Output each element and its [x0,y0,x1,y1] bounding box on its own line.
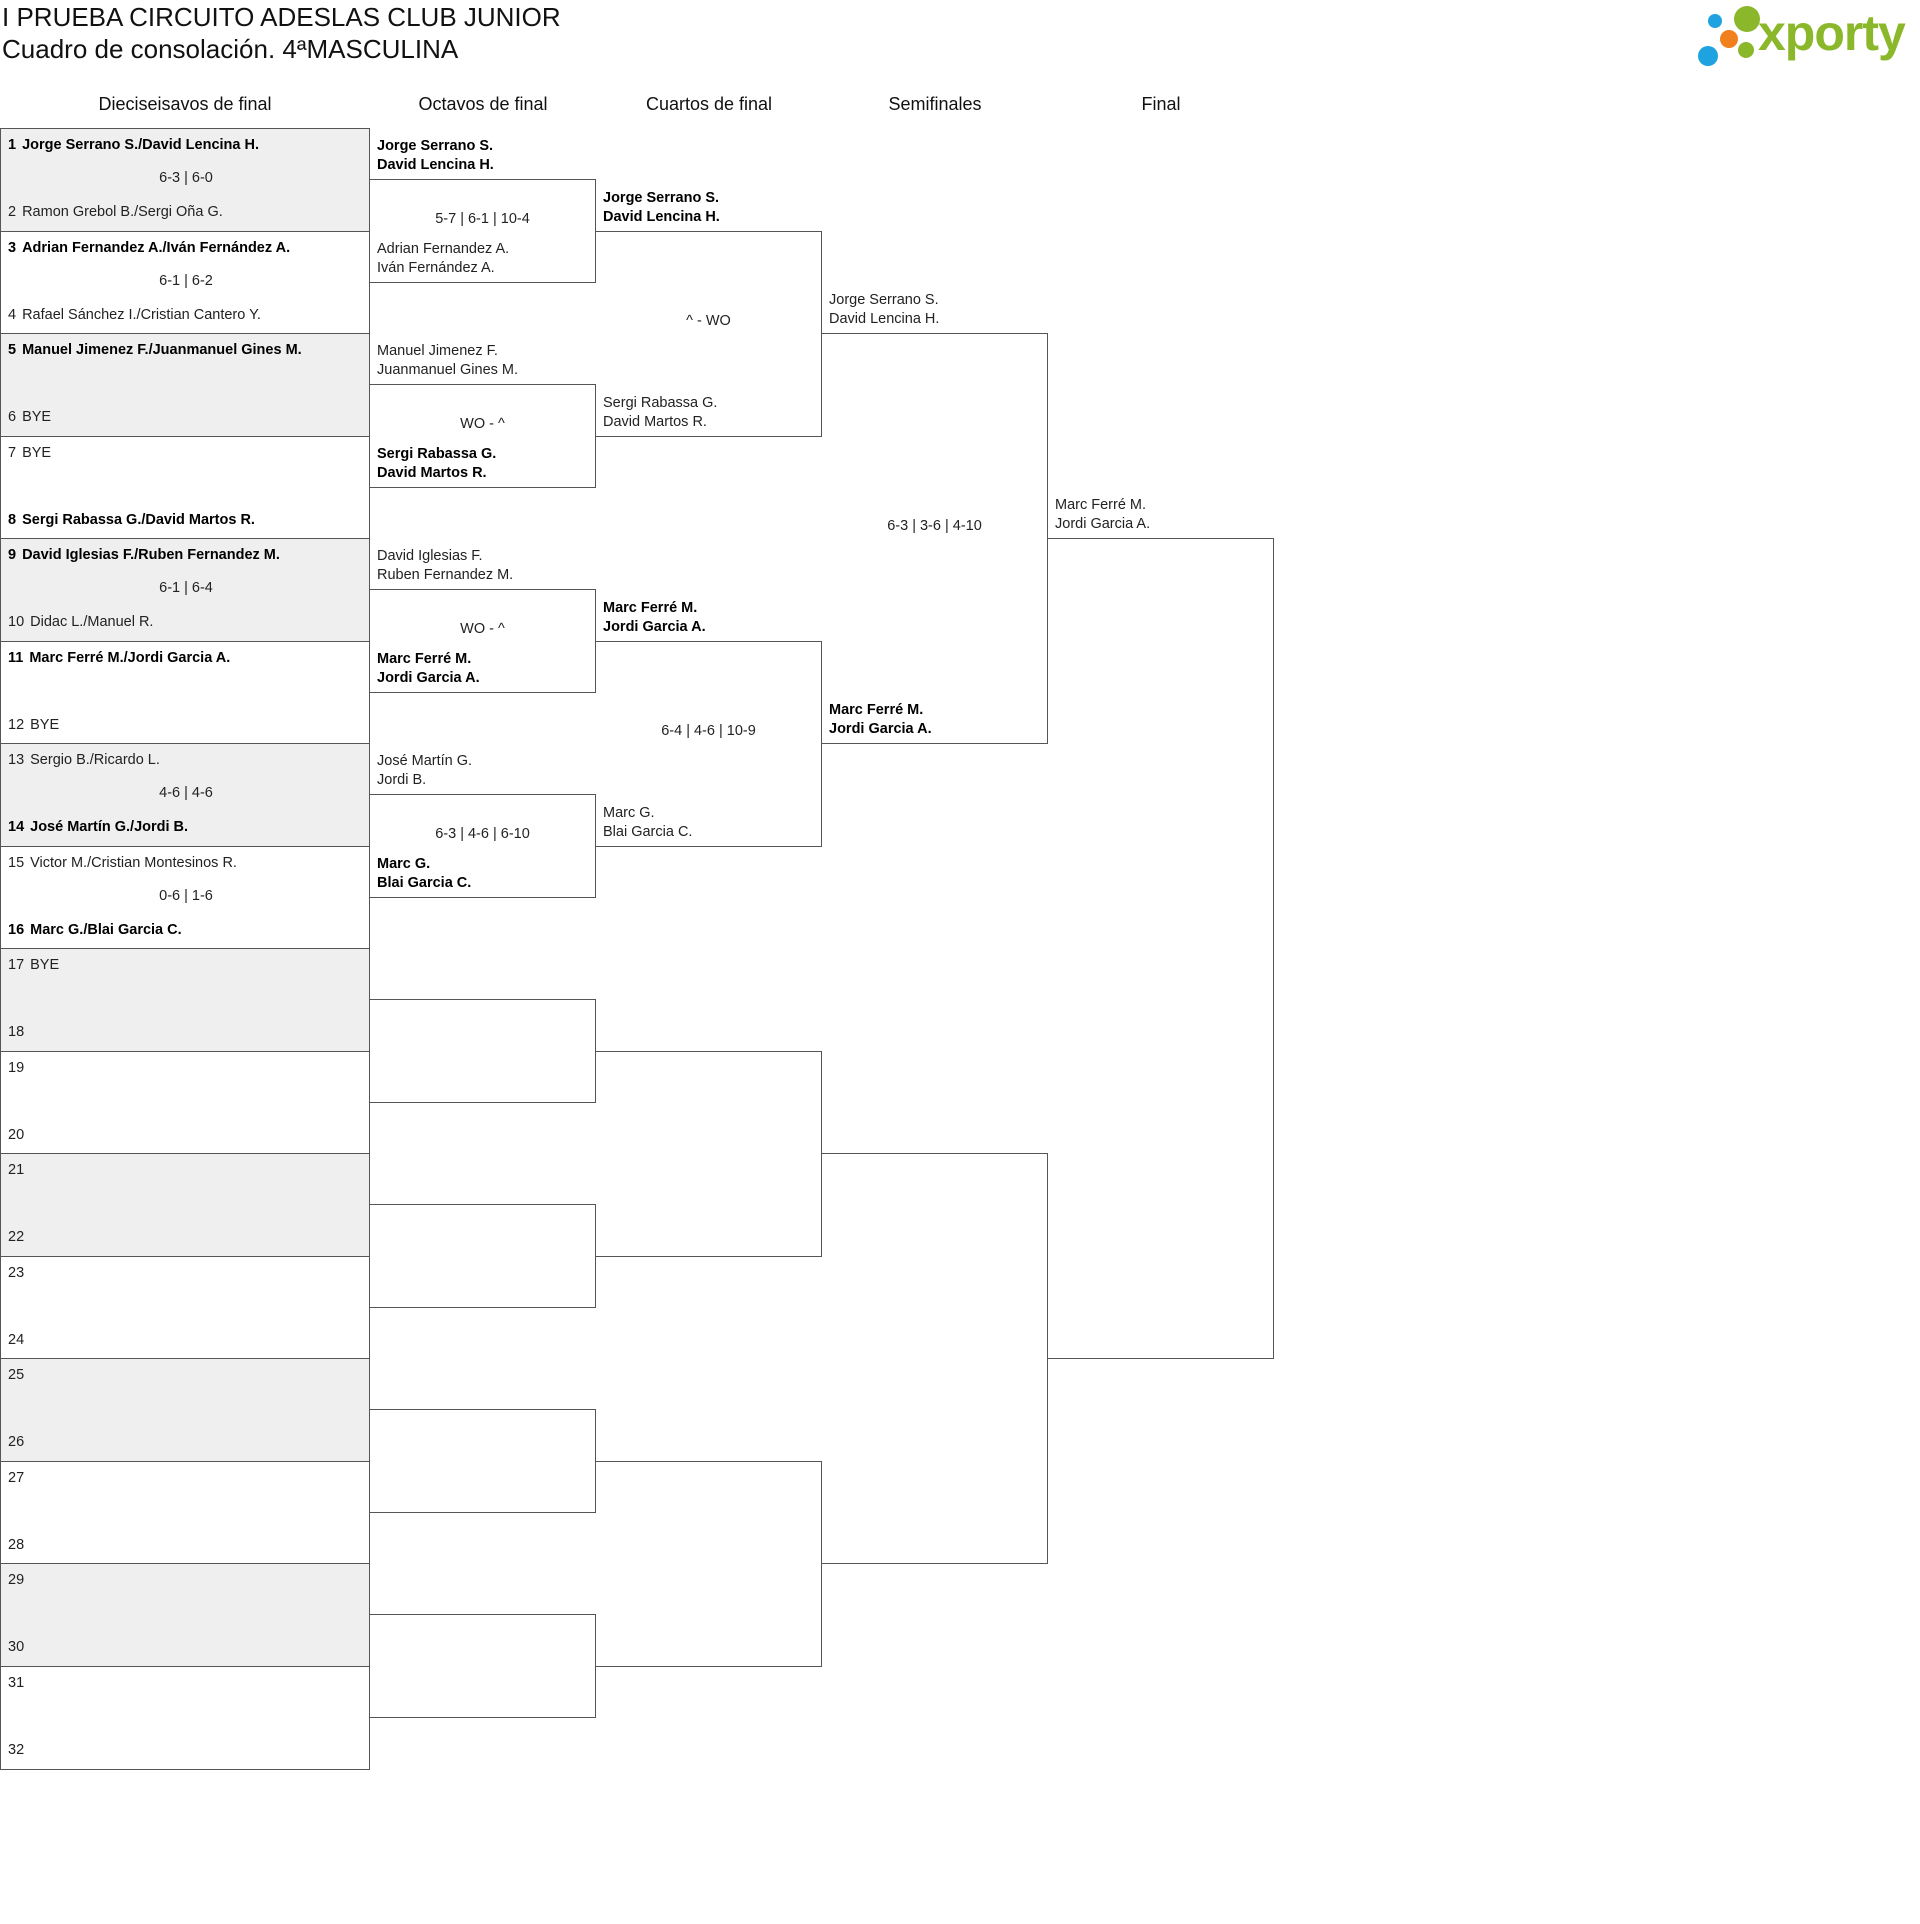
seed-number: 5 [8,342,17,358]
seed-number: 6 [8,409,17,425]
entrant-line: Blai Garcia C. [603,824,693,840]
entrant-line: Jordi Garcia A. [377,670,480,686]
seed-number: 31 [8,1675,25,1691]
entrant-line: Iván Fernández A. [377,260,495,276]
player-name: Jorge Serrano S./David Lencina H. [22,137,259,153]
seed-number: 24 [8,1332,25,1348]
match-score: 4-6 | 4-6 [159,785,213,801]
logo-dot-green-small-icon [1738,42,1754,58]
seed-number: 9 [8,547,17,563]
entrant-line: Jorge Serrano S. [603,190,720,206]
entrant-line: José Martín G. [377,753,473,769]
r1-player-bottom [8,717,59,733]
entrant-line: Marc G. [377,856,431,872]
player-name: Marc G./Blai Garcia C. [30,922,182,938]
seed-number: 1 [8,137,17,153]
seed-number: 29 [8,1572,25,1588]
entrant-line: David Lencina H. [603,209,720,225]
seed-number: 3 [8,240,17,256]
entrant-line: Marc Ferré M. [377,651,472,667]
logo-wordmark: xporty [1758,5,1905,61]
r1-match[interactable] [0,1563,370,1667]
player-name: BYE [30,957,60,973]
entrant-line: David Iglesias F. [377,548,483,564]
bracket-connector [822,333,1048,744]
entrant-bottom [377,650,480,688]
r1-player-bottom [8,1229,30,1245]
seed-number: 17 [8,957,25,973]
match-score: ^ - WO [686,313,731,329]
r1-player-top [8,1470,30,1486]
entrant-line: Blai Garcia C. [377,875,472,891]
entrant-line: Marc Ferré M. [1055,497,1147,513]
r1-player-bottom [8,1127,30,1143]
seed-number: 27 [8,1470,25,1486]
entrant-line: Juanmanuel Gines M. [377,362,519,378]
player-name: Ramon Grebol B./Sergi Oña G. [22,204,223,220]
page-title: I PRUEBA CIRCUITO ADESLAS CLUB JUNIOR [2,2,561,32]
r1-match[interactable] [0,1256,370,1360]
r1-player-bottom [8,614,153,630]
entrant-line: Manuel Jimenez F. [377,343,498,359]
match-score: 6-3 | 3-6 | 4-10 [887,518,982,534]
seed-number: 8 [8,512,17,528]
entrant-line: Jorge Serrano S. [829,292,939,308]
seed-number: 2 [8,204,17,220]
entrant-bottom [603,804,692,842]
entrant-bottom [603,394,717,432]
r1-player-bottom [8,1537,30,1553]
player-name: Sergio B./Ricardo L. [30,752,160,768]
entrant-top [603,189,720,227]
r1-player-bottom [8,307,261,323]
seed-number: 28 [8,1537,25,1553]
entrant-line: David Lencina H. [829,311,940,327]
match-score: 6-1 | 6-4 [159,580,213,596]
entrant-bottom [377,240,509,278]
r1-player-bottom [8,1639,30,1655]
r1-player-top [8,547,280,563]
r1-player-bottom [8,512,255,528]
entrant-top [377,137,494,175]
seed-number: 15 [8,855,25,871]
player-name: Sergi Rabassa G./David Martos R. [22,512,255,528]
r1-player-bottom [8,922,182,938]
logo-dot-blue-large-icon [1698,46,1718,66]
entrant-line: Adrian Fernandez A. [377,241,510,257]
r1-match[interactable] [0,641,370,745]
seed-number: 7 [8,445,17,461]
entrant-line: Marc Ferré M. [829,702,924,718]
entrant-line: Jorge Serrano S. [377,138,494,154]
r1-player-top [8,855,237,871]
r1-match[interactable] [0,231,370,335]
entrant-line: Ruben Fernandez M. [377,567,514,583]
logo-dot-blue-icon [1708,14,1722,28]
bracket-connector [370,999,596,1103]
r1-player-top [8,240,290,256]
player-name: Adrian Fernandez A./Iván Fernández A. [22,240,291,256]
match-score: 5-7 | 6-1 | 10-4 [435,211,530,227]
seed-number: 4 [8,307,17,323]
r1-player-bottom [8,819,188,835]
r1-match[interactable] [0,1358,370,1462]
r1-player-bottom [8,204,223,220]
page-header [0,0,1920,80]
player-name: BYE [22,445,52,461]
r1-match[interactable] [0,743,370,847]
entrant-bottom [829,701,932,739]
player-name: Marc Ferré M./Jordi Garcia A. [29,650,231,666]
entrant-top [603,599,706,637]
entrant-line: Marc Ferré M. [603,600,698,616]
seed-number: 25 [8,1367,25,1383]
entrant-bottom [377,445,496,483]
seed-number: 18 [8,1024,25,1040]
seed-number: 30 [8,1639,25,1655]
bracket-connector [370,1409,596,1513]
entrant-top [829,291,939,329]
r1-match[interactable] [0,436,370,540]
r1-match[interactable] [0,333,370,437]
match-score: 6-3 | 6-0 [159,170,213,186]
entrant-top [1055,496,1150,534]
entrant-line: Jordi Garcia A. [603,619,706,635]
r1-player-top [8,1060,30,1076]
match-score: WO - ^ [460,416,505,432]
r1-match[interactable] [0,538,370,642]
r1-player-bottom [8,1434,30,1450]
r1-match[interactable] [0,1461,370,1565]
bracket-connector [370,1204,596,1308]
seed-number: 32 [8,1742,25,1758]
entrant-line: Sergi Rabassa G. [377,446,497,462]
r1-match[interactable] [0,128,370,232]
r1-player-top [8,1367,30,1383]
seed-number: 13 [8,752,25,768]
r1-player-top [8,650,230,666]
round-header-4: Semifinales [888,94,982,114]
player-name: David Iglesias F./Ruben Fernandez M. [22,547,280,563]
seed-number: 16 [8,922,25,938]
round-header-2: Octavos de final [418,94,548,114]
r1-player-top [8,1572,30,1588]
logo-dot-green-icon [1734,6,1760,32]
r1-player-top [8,1265,30,1281]
seed-number: 22 [8,1229,25,1245]
r1-match[interactable] [0,1153,370,1257]
r1-player-top [8,752,160,768]
r1-player-top [8,137,259,153]
round-header-5: Final [1141,94,1181,114]
seed-number: 14 [8,819,25,835]
match-score: 6-4 | 4-6 | 10-9 [661,723,756,739]
xporty-logo[interactable] [1698,2,1920,70]
r1-match[interactable] [0,948,370,1052]
entrant-line: David Martos R. [377,465,487,481]
bracket-connector [596,1461,822,1667]
entrant-line: Jordi Garcia A. [1055,516,1151,532]
r1-player-top [8,342,302,358]
r1-player-top [8,1675,30,1691]
round-header-3: Cuartos de final [645,94,773,114]
entrant-top [377,342,518,380]
seed-number: 26 [8,1434,25,1450]
bracket-connector [596,1051,822,1257]
bracket-connector [1048,538,1274,1359]
match-score: WO - ^ [460,621,505,637]
seed-number: 19 [8,1060,25,1076]
round-header-1: Dieciseisavos de final [98,94,272,114]
r1-match[interactable] [0,1051,370,1155]
entrant-line: Marc G. [603,805,655,821]
player-name: José Martín G./Jordi B. [30,819,189,835]
r1-player-bottom [8,409,51,425]
r1-match[interactable] [0,1666,370,1770]
match-score: 6-3 | 4-6 | 6-10 [435,826,530,842]
r1-player-bottom [8,1742,30,1758]
r1-match[interactable] [0,846,370,950]
entrant-line: David Lencina H. [377,157,494,173]
entrant-bottom [377,855,471,893]
seed-number: 11 [8,650,24,666]
r1-player-top [8,957,59,973]
seed-number: 23 [8,1265,25,1281]
entrant-line: Jordi B. [377,772,427,788]
match-score: 0-6 | 1-6 [159,888,213,904]
r1-player-bottom [8,1332,30,1348]
match-score: 6-1 | 6-2 [159,273,213,289]
seed-number: 10 [8,614,25,630]
player-name: Victor M./Cristian Montesinos R. [30,855,237,871]
page-subtitle: Cuadro de consolación. 4ªMASCULINA [2,34,459,64]
entrant-top [377,752,472,790]
entrant-line: Jordi Garcia A. [829,721,932,737]
r1-player-top [8,445,51,461]
player-name: Rafael Sánchez I./Cristian Cantero Y. [22,307,261,323]
bracket-connector [370,1614,596,1718]
seed-number: 21 [8,1162,25,1178]
entrant-line: David Martos R. [603,414,707,430]
seed-number: 12 [8,717,25,733]
player-name: BYE [22,409,52,425]
bracket-connector [822,1153,1048,1564]
logo-dot-orange-icon [1720,30,1738,48]
r1-player-top [8,1162,30,1178]
player-name: BYE [30,717,60,733]
seed-number: 20 [8,1127,25,1143]
entrant-line: Sergi Rabassa G. [603,395,718,411]
entrant-top [377,547,513,585]
player-name: Didac L./Manuel R. [30,614,154,630]
r1-player-bottom [8,1024,30,1040]
player-name: Manuel Jimenez F./Juanmanuel Gines M. [22,342,302,358]
